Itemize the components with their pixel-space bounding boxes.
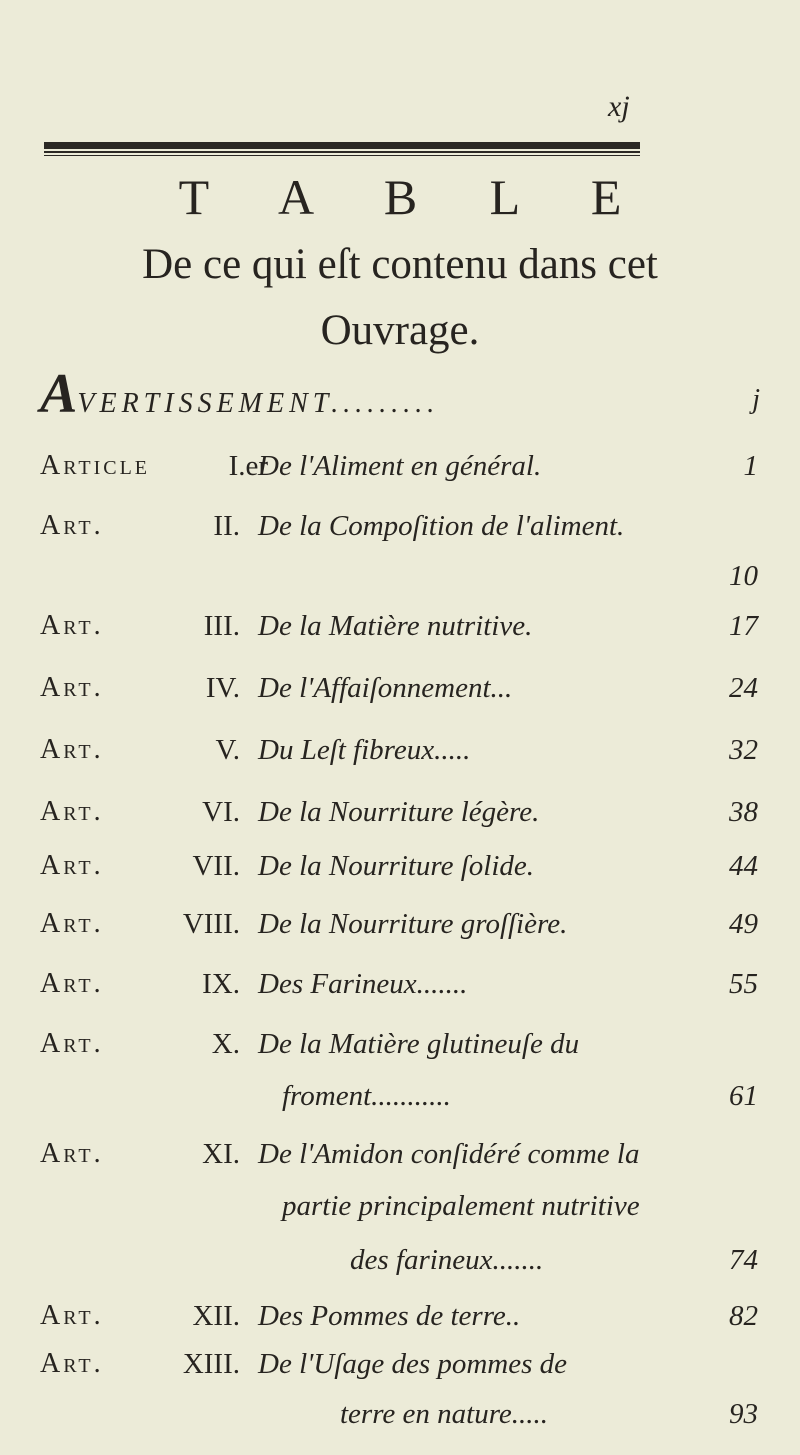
avertissement-entry bbox=[40, 362, 780, 426]
article-title: De l'Affaiſonnement... bbox=[258, 672, 513, 704]
article-label: Art. bbox=[40, 850, 104, 881]
page-number: 24 bbox=[729, 672, 758, 704]
article-number: IV. bbox=[205, 672, 240, 704]
article-title-continued: partie principalement nutritive bbox=[282, 1190, 640, 1222]
page-number: 49 bbox=[729, 908, 758, 940]
article-label: Art. bbox=[40, 968, 104, 999]
avertissement-page: j bbox=[752, 384, 760, 415]
article-number: IX. bbox=[202, 968, 240, 1000]
page-number: 32 bbox=[729, 734, 758, 766]
article-title: De la Nourriture ſolide. bbox=[258, 850, 535, 882]
article-label: Art. bbox=[40, 1348, 104, 1379]
ornament-rule bbox=[44, 140, 640, 160]
article-number: VI. bbox=[202, 796, 240, 828]
article-label: Art. bbox=[40, 796, 104, 827]
page-number: 1 bbox=[743, 450, 758, 482]
article-title-continued: terre en nature..... bbox=[340, 1398, 549, 1430]
article-title: De l'Aliment en général. bbox=[258, 450, 542, 482]
article-label: Art. bbox=[40, 610, 104, 641]
page-number: 38 bbox=[729, 796, 758, 828]
article-number: III. bbox=[203, 610, 240, 642]
article-title: Des Pommes de terre.. bbox=[258, 1300, 521, 1332]
page-number: 44 bbox=[729, 850, 758, 882]
article-title: De la Nourriture légère. bbox=[258, 796, 540, 828]
article-number: XIII. bbox=[182, 1348, 240, 1380]
article-title: Du Leſt fibreux..... bbox=[258, 734, 471, 766]
article-title: De la Matière glutineuſe du bbox=[258, 1028, 580, 1060]
page-title: T A B L E bbox=[178, 169, 652, 225]
article-title: Des Farineux....... bbox=[258, 968, 468, 1000]
article-label: Art. bbox=[40, 734, 104, 765]
page-number: 10 bbox=[729, 560, 758, 592]
article-number: I.er bbox=[228, 450, 268, 482]
article-number: XI. bbox=[202, 1138, 240, 1170]
subtitle-line-2: Ouvrage. bbox=[320, 307, 480, 354]
page-number: 61 bbox=[729, 1080, 758, 1112]
subtitle-line-1: De ce qui eſt contenu dans cet bbox=[142, 241, 658, 288]
article-title-continued: froment........... bbox=[282, 1080, 451, 1112]
page-number: 17 bbox=[729, 610, 758, 642]
article-title: De la Compoſition de l'aliment. bbox=[258, 510, 625, 542]
article-label: Art. bbox=[40, 908, 104, 939]
page-number: 93 bbox=[729, 1398, 758, 1430]
article-label: Article bbox=[40, 450, 151, 481]
article-number: VII. bbox=[192, 850, 240, 882]
article-number: XII. bbox=[192, 1300, 240, 1332]
article-label: Art. bbox=[40, 1028, 104, 1059]
article-number: VIII. bbox=[182, 908, 240, 940]
page-number: 82 bbox=[729, 1300, 758, 1332]
article-title: De la Nourriture groſſière. bbox=[258, 908, 568, 940]
article-title: De la Matière nutritive. bbox=[258, 610, 533, 642]
page-number: 74 bbox=[729, 1244, 758, 1276]
article-label: Art. bbox=[40, 510, 104, 541]
page-number: 55 bbox=[729, 968, 758, 1000]
article-label: Art. bbox=[40, 1300, 104, 1331]
article-title: De l'Uſage des pommes de bbox=[258, 1348, 568, 1380]
article-number: X. bbox=[211, 1028, 240, 1060]
article-number: V. bbox=[215, 734, 240, 766]
article-number: II. bbox=[213, 510, 240, 542]
article-title: De l'Amidon conſidéré comme la bbox=[258, 1138, 640, 1170]
avertissement-label: VERTISSEMENT......... bbox=[77, 388, 440, 419]
article-title-continued: des farineux....... bbox=[350, 1244, 544, 1276]
folio: xj bbox=[608, 90, 630, 123]
article-label: Art. bbox=[40, 1138, 104, 1169]
avertissement-initial: A bbox=[40, 363, 78, 425]
article-label: Art. bbox=[40, 672, 104, 703]
